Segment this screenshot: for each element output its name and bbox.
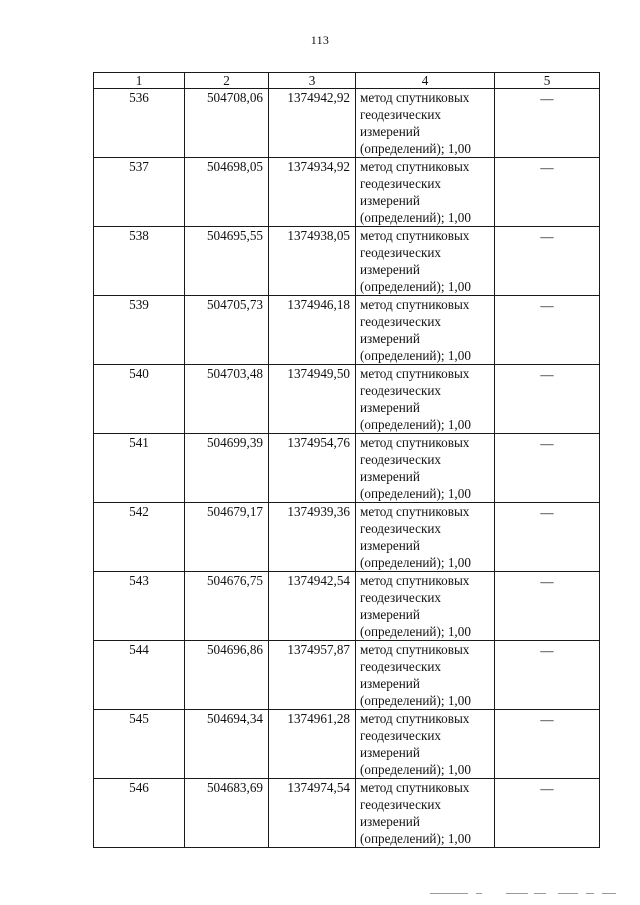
note-dash: — bbox=[540, 298, 554, 313]
method-line: измерений bbox=[360, 607, 420, 622]
table-row bbox=[94, 296, 600, 365]
note-cell bbox=[495, 89, 600, 158]
y-coordinate-cell: 1374974,54 bbox=[269, 779, 356, 848]
point-number-cell: 537 bbox=[94, 158, 185, 227]
x-coordinate-cell: 504699,39 bbox=[185, 434, 269, 503]
x-coordinate-cell: 504696,86 bbox=[185, 641, 269, 710]
point-number-cell: 542 bbox=[94, 503, 185, 572]
method-line: метод спутниковых bbox=[360, 435, 470, 450]
x-coordinate-cell: 504703,48 bbox=[185, 365, 269, 434]
method-line: измерений bbox=[360, 676, 420, 691]
method-line: геодезических bbox=[360, 797, 442, 812]
method-line: измерений bbox=[360, 193, 420, 208]
note-cell bbox=[495, 641, 600, 710]
x-coordinate-cell: 504695,55 bbox=[185, 227, 269, 296]
y-coordinate-cell: 1374942,92 bbox=[269, 89, 356, 158]
method-line: метод спутниковых bbox=[360, 159, 470, 174]
point-number-cell: 539 bbox=[94, 296, 185, 365]
y-coordinate-cell: 1374934,92 bbox=[269, 158, 356, 227]
point-number-cell: 538 bbox=[94, 227, 185, 296]
method-line: (определений); 1,00 bbox=[360, 417, 471, 432]
column-header-5: 5 bbox=[495, 73, 600, 89]
method-line: геодезических bbox=[360, 245, 442, 260]
method-line: (определений); 1,00 bbox=[360, 210, 471, 225]
table-row bbox=[94, 158, 600, 227]
note-dash: — bbox=[540, 643, 554, 658]
method-cell bbox=[356, 434, 495, 503]
method-line: геодезических bbox=[360, 452, 442, 467]
method-line: метод спутниковых bbox=[360, 573, 470, 588]
method-line: измерений bbox=[360, 262, 420, 277]
method-line: геодезических bbox=[360, 314, 442, 329]
point-number-cell: 540 bbox=[94, 365, 185, 434]
table-body bbox=[94, 89, 600, 848]
method-line: геодезических bbox=[360, 590, 442, 605]
note-dash: — bbox=[540, 574, 554, 589]
note-dash: — bbox=[540, 781, 554, 796]
point-number-cell: 545 bbox=[94, 710, 185, 779]
method-line: геодезических bbox=[360, 107, 442, 122]
note-dash: — bbox=[540, 160, 554, 175]
method-cell bbox=[356, 779, 495, 848]
y-coordinate-cell: 1374961,28 bbox=[269, 710, 356, 779]
note-cell bbox=[495, 779, 600, 848]
method-line: (определений); 1,00 bbox=[360, 279, 471, 294]
method-line: (определений); 1,00 bbox=[360, 624, 471, 639]
method-cell bbox=[356, 227, 495, 296]
method-line: измерений bbox=[360, 538, 420, 553]
method-line: (определений); 1,00 bbox=[360, 141, 471, 156]
method-line: измерений bbox=[360, 331, 420, 346]
method-line: (определений); 1,00 bbox=[360, 693, 471, 708]
method-line: (определений); 1,00 bbox=[360, 831, 471, 846]
method-line: геодезических bbox=[360, 659, 442, 674]
table-row bbox=[94, 779, 600, 848]
note-dash: — bbox=[540, 367, 554, 382]
page-number: 113 bbox=[310, 33, 330, 47]
note-cell bbox=[495, 296, 600, 365]
method-line: метод спутниковых bbox=[360, 504, 470, 519]
x-coordinate-cell: 504708,06 bbox=[185, 89, 269, 158]
table-row bbox=[94, 365, 600, 434]
table-row bbox=[94, 641, 600, 710]
point-number-cell: 541 bbox=[94, 434, 185, 503]
method-line: (определений); 1,00 bbox=[360, 555, 471, 570]
x-coordinate-cell: 504683,69 bbox=[185, 779, 269, 848]
point-number-cell: 536 bbox=[94, 89, 185, 158]
column-header-2: 2 bbox=[185, 73, 269, 89]
table-row bbox=[94, 89, 600, 158]
column-header-4: 4 bbox=[356, 73, 495, 89]
method-line: (определений); 1,00 bbox=[360, 486, 471, 501]
method-line: измерений bbox=[360, 124, 420, 139]
method-line: метод спутниковых bbox=[360, 366, 470, 381]
note-cell bbox=[495, 158, 600, 227]
method-line: геодезических bbox=[360, 383, 442, 398]
method-line: метод спутниковых bbox=[360, 780, 470, 795]
method-line: геодезических bbox=[360, 521, 442, 536]
method-cell bbox=[356, 365, 495, 434]
method-line: измерений bbox=[360, 469, 420, 484]
method-line: измерений bbox=[360, 745, 420, 760]
method-line: метод спутниковых bbox=[360, 711, 470, 726]
note-cell bbox=[495, 710, 600, 779]
table-row bbox=[94, 434, 600, 503]
y-coordinate-cell: 1374938,05 bbox=[269, 227, 356, 296]
note-cell bbox=[495, 365, 600, 434]
note-cell bbox=[495, 227, 600, 296]
method-cell bbox=[356, 641, 495, 710]
method-cell bbox=[356, 503, 495, 572]
method-cell bbox=[356, 158, 495, 227]
note-dash: — bbox=[540, 712, 554, 727]
method-line: геодезических bbox=[360, 176, 442, 191]
table-row bbox=[94, 710, 600, 779]
table-header bbox=[94, 73, 600, 89]
method-line: геодезических bbox=[360, 728, 442, 743]
method-line: (определений); 1,00 bbox=[360, 762, 471, 777]
y-coordinate-cell: 1374957,87 bbox=[269, 641, 356, 710]
method-line: метод спутниковых bbox=[360, 642, 470, 657]
note-dash: — bbox=[540, 505, 554, 520]
table-row bbox=[94, 572, 600, 641]
method-line: измерений bbox=[360, 400, 420, 415]
method-cell bbox=[356, 89, 495, 158]
method-line: измерений bbox=[360, 814, 420, 829]
coordinates-table bbox=[93, 72, 600, 848]
note-dash: — bbox=[540, 436, 554, 451]
x-coordinate-cell: 504705,73 bbox=[185, 296, 269, 365]
table-row bbox=[94, 227, 600, 296]
scan-artifact bbox=[430, 893, 620, 897]
y-coordinate-cell: 1374949,50 bbox=[269, 365, 356, 434]
x-coordinate-cell: 504679,17 bbox=[185, 503, 269, 572]
method-line: (определений); 1,00 bbox=[360, 348, 471, 363]
y-coordinate-cell: 1374946,18 bbox=[269, 296, 356, 365]
x-coordinate-cell: 504698,05 bbox=[185, 158, 269, 227]
column-header-3: 3 bbox=[269, 73, 356, 89]
method-cell bbox=[356, 710, 495, 779]
point-number-cell: 543 bbox=[94, 572, 185, 641]
note-cell bbox=[495, 503, 600, 572]
method-cell bbox=[356, 572, 495, 641]
y-coordinate-cell: 1374942,54 bbox=[269, 572, 356, 641]
table-row bbox=[94, 503, 600, 572]
header-row bbox=[94, 73, 600, 89]
note-dash: — bbox=[540, 91, 554, 106]
method-line: метод спутниковых bbox=[360, 90, 470, 105]
note-dash: — bbox=[540, 229, 554, 244]
method-line: метод спутниковых bbox=[360, 297, 470, 312]
point-number-cell: 544 bbox=[94, 641, 185, 710]
method-cell bbox=[356, 296, 495, 365]
method-line: метод спутниковых bbox=[360, 228, 470, 243]
y-coordinate-cell: 1374954,76 bbox=[269, 434, 356, 503]
note-cell bbox=[495, 434, 600, 503]
note-cell bbox=[495, 572, 600, 641]
x-coordinate-cell: 504676,75 bbox=[185, 572, 269, 641]
column-header-1: 1 bbox=[94, 73, 185, 89]
y-coordinate-cell: 1374939,36 bbox=[269, 503, 356, 572]
point-number-cell: 546 bbox=[94, 779, 185, 848]
x-coordinate-cell: 504694,34 bbox=[185, 710, 269, 779]
